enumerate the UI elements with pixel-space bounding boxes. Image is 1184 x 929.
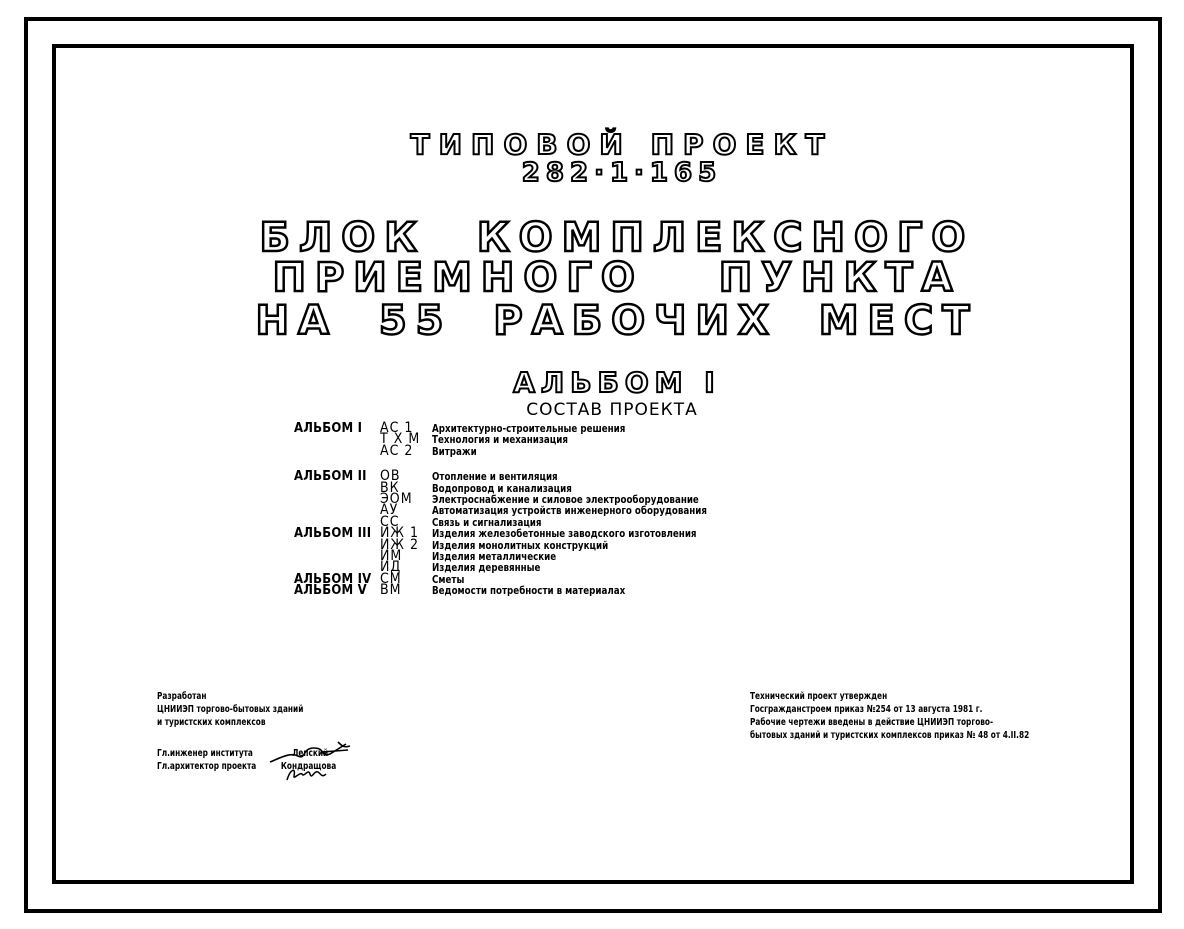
contents-row xyxy=(294,547,854,564)
title-line-2: ПРИЕМНОГО ПУНКТА xyxy=(272,255,962,301)
approval-line2: Госгражданстроем приказ №254 от 13 августа 1981 г. xyxy=(750,704,983,715)
row-album: АЛЬБОМ IV xyxy=(294,571,372,587)
contents-row xyxy=(294,442,854,459)
chief-architect-role: Гл.архитектор проекта xyxy=(157,761,257,772)
contents-row xyxy=(294,431,854,448)
contents-row xyxy=(294,490,854,507)
contents-row xyxy=(294,502,854,519)
developer-org-line2: и туристских комплексов xyxy=(157,717,266,728)
album-heading: АЛЬБОМ I xyxy=(513,366,721,399)
project-number: 282·1·165 xyxy=(521,158,723,188)
approval-line1: Технический проект утвержден xyxy=(750,691,888,702)
contents-row xyxy=(294,525,854,542)
row-code: ИЖ 1 xyxy=(380,525,419,542)
developer-org-line1: ЦНИИЭП торгово-бытовых зданий xyxy=(157,704,304,715)
row-description: Изделия деревянные xyxy=(432,561,541,575)
contents-row xyxy=(294,513,854,530)
row-description: Витражи xyxy=(432,444,477,458)
row-description: Электроснабжение и силовое электрооборудование xyxy=(432,492,699,506)
approval-line3: Рабочие чертежи введены в действие ЦНИИЭП торгово- xyxy=(750,717,994,728)
row-code: СМ xyxy=(380,570,402,587)
row-description: Водопровод и канализация xyxy=(432,481,572,495)
developer-label: Разработан xyxy=(157,691,207,702)
contents-row xyxy=(294,570,854,587)
title-line-1: БЛОК КОМПЛЕКСНОГО xyxy=(259,215,975,261)
row-code: АС 1 xyxy=(380,420,414,436)
contents-row xyxy=(294,559,854,576)
chief-engineer-name: Лепский xyxy=(292,748,329,759)
row-album: АЛЬБОМ III xyxy=(294,526,372,542)
row-code: ИМ xyxy=(380,547,403,564)
row-code: АС 2 xyxy=(380,442,414,459)
title-line-3: НА 55 РАБОЧИХ МЕСТ xyxy=(255,298,979,344)
row-description: Архитектурно-строительные решения xyxy=(432,422,626,435)
row-description: Изделия железобетонные заводского изготовления xyxy=(432,527,697,541)
row-description: Связь и сигнализация xyxy=(432,515,542,529)
row-code: ВК xyxy=(380,479,400,496)
row-description: Технология и механизация xyxy=(432,433,568,447)
chief-architect-signature xyxy=(284,762,328,784)
row-album: АЛЬБОМ V xyxy=(294,583,367,599)
row-code: Т Х М xyxy=(380,431,421,448)
row-code: ВМ xyxy=(380,582,402,599)
contents-row xyxy=(294,420,854,436)
row-code: ОВ xyxy=(380,468,401,485)
row-code: АУ xyxy=(380,502,399,519)
row-description: Автоматизация устройств инженерного оборудования xyxy=(432,504,707,518)
contents-row xyxy=(294,536,854,553)
approval-line4: бытовых зданий и туристских комплексов приказ № 48 от 4.II.82 xyxy=(750,730,1030,741)
contents-row xyxy=(294,479,854,496)
row-description: Ведомости потребности в материалах xyxy=(432,584,626,598)
chief-engineer-role: Гл.инженер института xyxy=(157,748,253,759)
row-description: Сметы xyxy=(432,572,465,586)
approval-block xyxy=(750,690,1094,742)
composition-title: СОСТАВ ПРОЕКТА xyxy=(526,400,698,420)
row-description: Изделия металлические xyxy=(432,549,557,563)
row-code: СС xyxy=(380,513,400,530)
row-description: Изделия монолитных конструкций xyxy=(432,538,609,552)
contents-row xyxy=(294,582,854,599)
row-album: АЛЬБОМ II xyxy=(294,469,367,485)
contents-table xyxy=(294,420,854,599)
row-code: ИД xyxy=(380,559,402,576)
row-description: Отопление и вентиляция xyxy=(432,470,558,484)
contents-row xyxy=(294,468,854,485)
project-label: ТИПОВОЙ ПРОЕКТ xyxy=(410,128,834,161)
row-code: ИЖ 2 xyxy=(380,536,419,553)
chief-architect-name: Кондращова xyxy=(280,761,337,772)
row-code: ЭОМ xyxy=(380,490,413,507)
row-album: АЛЬБОМ I xyxy=(294,421,363,436)
